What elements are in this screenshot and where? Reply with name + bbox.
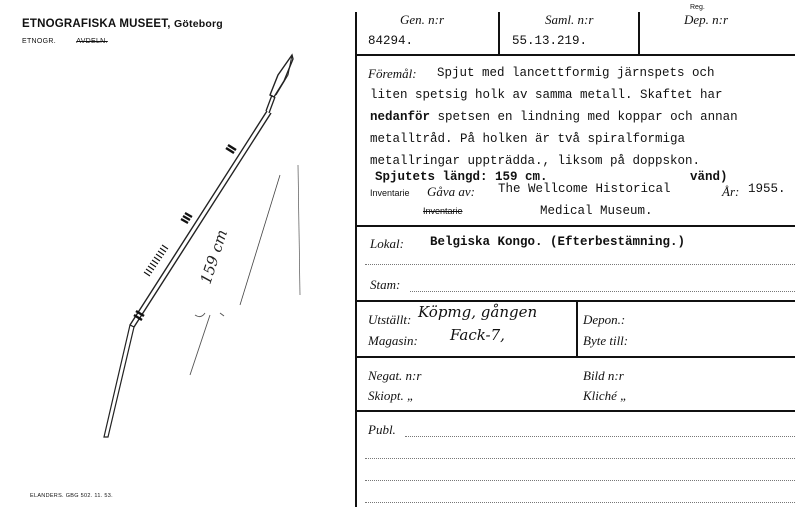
utstallt-label: Utställt:	[368, 312, 412, 327]
publ-dotline-2	[365, 458, 795, 459]
foremal-line-3-prefix: nedanför	[370, 110, 431, 124]
rule-utstallt	[355, 300, 795, 302]
publ-dotline-4	[365, 502, 795, 503]
foremal-line-5: metallringar uppträdda., liksom på doppskon.	[370, 154, 701, 168]
gava-struck-1: Inventarie	[370, 188, 410, 198]
gava-struck-2: Inventarie	[423, 206, 463, 216]
kliche-label: Kliché „	[583, 388, 628, 403]
dep-mark: Reg.	[690, 4, 705, 11]
depon-label: Depon.:	[583, 312, 626, 327]
foremal-line-4: metalltråd. På holken är två spiralformiga	[370, 132, 686, 146]
skiopt-label: Skiopt. „	[368, 388, 415, 403]
rule-lokal	[355, 225, 795, 227]
rule-publ	[355, 410, 795, 412]
stam-dotline	[410, 291, 795, 292]
foremal-line-1: Spjut med lancettformig järnspets och	[437, 66, 715, 80]
foremal-line-6: Spjutets längd: 159 cm.	[375, 170, 548, 184]
byte-label: Byte till:	[583, 333, 629, 348]
department-line	[22, 38, 108, 45]
top-rule	[355, 54, 795, 56]
gen-label: Gen. n:r	[400, 12, 445, 27]
negat-label: Negat. n:r	[368, 368, 422, 383]
museum-name: ETNOGRAFISKA MUSEET,	[22, 18, 171, 30]
bild-label: Bild n:r	[583, 368, 624, 383]
department-struck: AVDELN.	[76, 38, 108, 45]
gen-value: 84294.	[368, 34, 414, 48]
saml-value: 55.13.219.	[512, 34, 588, 48]
stam-label: Stam:	[370, 277, 401, 292]
museum-city: Göteborg	[174, 18, 223, 30]
gava-value-1: The Wellcome Historical	[498, 182, 671, 196]
year-value: 1955.	[748, 182, 786, 196]
spear-sketch	[100, 45, 340, 465]
vand-note: vänd)	[690, 170, 728, 184]
foremal-line-2: liten spetsig holk av samma metall. Skaftet har	[370, 88, 723, 102]
gava-value-2: Medical Museum.	[540, 204, 653, 218]
magasin-value: Fack-7,	[450, 326, 505, 344]
mid-divider	[576, 300, 578, 356]
lokal-value: Belgiska Kongo. (Efterbestämning.)	[430, 235, 686, 249]
saml-label: Saml. n:r	[545, 12, 594, 27]
gava-label: Gåva av:	[427, 184, 476, 199]
top-divider-1	[498, 12, 500, 54]
sketch-length-note: 159 cm	[196, 227, 232, 287]
lokal-label: Lokal:	[370, 236, 404, 251]
museum-header	[22, 18, 223, 30]
printer-mark: ELANDERS. GBG 502. 11. 53.	[30, 493, 113, 499]
department: ETNOGR.	[22, 38, 56, 45]
lokal-dotline	[365, 264, 795, 265]
dep-label: Dep. n:r	[684, 12, 729, 27]
publ-dotline-1	[405, 436, 795, 437]
utstallt-value: Köpmg, gången	[418, 303, 538, 321]
foremal-line-3	[370, 110, 738, 124]
top-divider-2	[638, 12, 640, 54]
card-left-border	[355, 12, 357, 507]
foremal-line-3-text: spetsen en lindning med koppar och annan	[437, 110, 738, 124]
foremal-label: Föremål:	[368, 66, 417, 81]
publ-dotline-3	[365, 480, 795, 481]
rule-negat	[355, 356, 795, 358]
year-label: År:	[722, 184, 740, 199]
publ-label: Publ.	[368, 422, 396, 437]
magasin-label: Magasin:	[368, 333, 418, 348]
